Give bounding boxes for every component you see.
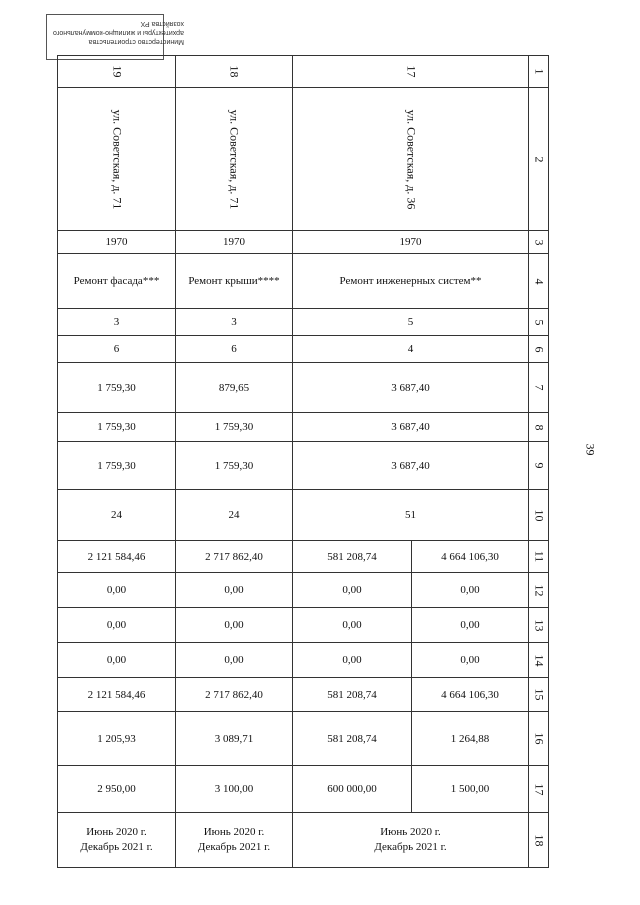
table-row (58, 608, 549, 643)
value-cell: 4 664 106,30 (412, 541, 529, 573)
table-row (58, 88, 549, 231)
year-cell: 1970 (58, 231, 176, 254)
value-cell: 0,00 (293, 608, 412, 643)
value-cell: 2 121 584,46 (58, 541, 176, 573)
row-number: 2 (532, 156, 546, 162)
row-number: 18 (532, 834, 546, 846)
period-end: Декабрь 2021 г. (374, 841, 447, 853)
table-row (58, 490, 549, 541)
value-cell: 5 (293, 309, 529, 336)
period-start: Июнь 2020 г. (380, 826, 441, 838)
stamp-line: Министерство строительства (88, 38, 184, 45)
table-row (58, 643, 549, 678)
value-cell: 0,00 (58, 608, 176, 643)
value-cell: 0,00 (412, 643, 529, 678)
row-number: 9 (532, 462, 546, 469)
value-cell: 0,00 (176, 643, 293, 678)
value-cell: 879,65 (176, 363, 293, 413)
value-cell: 6 (58, 336, 176, 363)
row-number: 13 (532, 619, 546, 631)
value-cell: 3 100,00 (176, 766, 293, 813)
row-number: 7 (532, 384, 546, 391)
table-row (58, 813, 549, 868)
table-row (58, 231, 549, 254)
value-cell: 6 (176, 336, 293, 363)
table-row (58, 541, 549, 573)
value-cell: 1 759,30 (58, 442, 176, 490)
table-row (58, 678, 549, 712)
value-cell: 3 (58, 309, 176, 336)
row-number: 15 (532, 688, 546, 701)
table-row (58, 309, 549, 336)
value-cell: 0,00 (176, 573, 293, 608)
value-cell: 3 687,40 (293, 413, 529, 442)
table-row (58, 573, 549, 608)
value-cell: 581 208,74 (293, 678, 412, 712)
period-end: Декабрь 2021 г. (197, 841, 271, 853)
value-cell: 581 208,74 (293, 712, 412, 766)
value-cell: 0,00 (176, 608, 293, 643)
table-row (58, 56, 549, 88)
house-number: 18 (227, 65, 242, 78)
value-cell: 0,00 (58, 573, 176, 608)
value-cell: 0,00 (412, 608, 529, 643)
address-cell: ул. Советская, д. 36 (403, 109, 418, 209)
table-row (58, 712, 549, 766)
value-cell: 1 759,30 (176, 413, 293, 442)
address-cell: ул. Советская, д. 71 (227, 109, 242, 209)
value-cell: 1 759,30 (58, 363, 176, 413)
value-cell: 0,00 (412, 573, 529, 608)
row-number: 16 (532, 732, 546, 745)
period-end: Декабрь 2021 г. (80, 841, 153, 853)
table-row (58, 442, 549, 490)
value-cell: 24 (58, 490, 176, 541)
row-number: 11 (532, 550, 546, 563)
value-cell: 4 664 106,30 (412, 678, 529, 712)
value-cell: 1 759,30 (58, 413, 176, 442)
row-number: 12 (532, 584, 546, 596)
value-cell: 1 205,93 (58, 712, 176, 766)
row-number: 6 (532, 346, 546, 352)
table-row (58, 254, 549, 309)
value-cell: 1 759,30 (176, 442, 293, 490)
table-row (58, 363, 549, 413)
row-number: 5 (532, 319, 546, 325)
period-cell (293, 813, 529, 868)
approval-stamp (46, 14, 184, 60)
value-cell: 2 950,00 (58, 766, 176, 813)
address-cell: ул. Советская, д. 71 (109, 109, 124, 209)
period-start: Июнь 2020 г. (203, 826, 265, 838)
repair-type-cell: Ремонт инженерных систем** (293, 254, 529, 309)
value-cell: 581 208,74 (293, 541, 412, 573)
value-cell: 51 (293, 490, 529, 541)
value-cell: 2 717 862,40 (176, 678, 293, 712)
value-cell: 600 000,00 (293, 766, 412, 813)
year-cell: 1970 (176, 231, 293, 254)
value-cell: 2 121 584,46 (58, 678, 176, 712)
value-cell: 1 264,88 (412, 712, 529, 766)
page-number: 39 (583, 443, 598, 456)
value-cell: 0,00 (58, 643, 176, 678)
value-cell: 0,00 (293, 643, 412, 678)
value-cell: 1 500,00 (412, 766, 529, 813)
value-cell: 0,00 (293, 573, 412, 608)
repair-type-cell: Ремонт крыши**** (176, 254, 293, 309)
year-cell: 1970 (293, 231, 529, 254)
house-number: 17 (404, 65, 418, 78)
value-cell: 3 687,40 (293, 442, 529, 490)
stamp-line: архитектуры и жилищно-коммунального (53, 29, 184, 36)
period-cell (176, 813, 293, 868)
row-number: 17 (532, 783, 546, 795)
value-cell: 3 (176, 309, 293, 336)
row-number: 8 (532, 424, 546, 430)
house-number: 19 (110, 65, 124, 78)
row-number: 10 (532, 509, 546, 521)
repair-schedule-table (57, 55, 549, 868)
table-row (58, 336, 549, 363)
value-cell: 2 717 862,40 (176, 541, 293, 573)
period-cell (58, 813, 176, 868)
row-number: 4 (532, 278, 546, 284)
row-number: 1 (532, 68, 546, 75)
value-cell: 3 687,40 (293, 363, 529, 413)
table-row (58, 766, 549, 813)
value-cell: 3 089,71 (176, 712, 293, 766)
repair-type-cell: Ремонт фасада*** (58, 254, 176, 309)
value-cell: 4 (293, 336, 529, 363)
stamp-line: хозяйства РХ (140, 20, 184, 27)
value-cell: 24 (176, 490, 293, 541)
table-row (58, 413, 549, 442)
row-number: 3 (532, 239, 546, 245)
row-number: 14 (532, 654, 546, 666)
period-start: Июнь 2020 г. (86, 826, 147, 838)
